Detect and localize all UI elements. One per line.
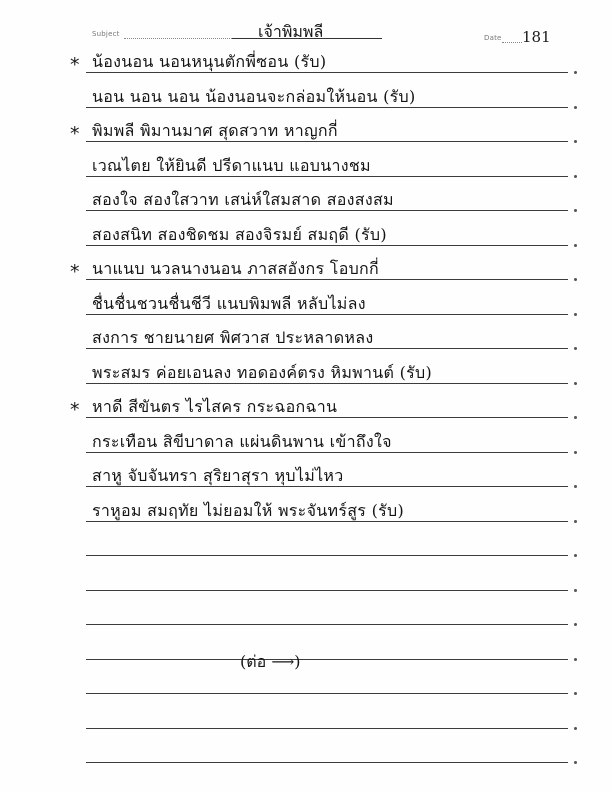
margin-dot bbox=[574, 313, 577, 316]
ruled-line bbox=[86, 659, 568, 660]
ruled-line bbox=[86, 417, 568, 418]
margin-dot bbox=[574, 451, 577, 454]
margin-dot bbox=[574, 244, 577, 247]
lyric-line: สาหู จับจันทรา สุริยาสุรา หุบไม่ไหว bbox=[92, 466, 344, 485]
ruled-line bbox=[86, 210, 568, 211]
ruled-line bbox=[86, 728, 568, 729]
ruled-line bbox=[86, 314, 568, 315]
lyric-line: พระสมร ค่อยเอนลง ทอดองค์ตรง หิมพานต์ (รับ) bbox=[92, 363, 433, 382]
lyric-line: ชื่นชื่นชวนชื่นชีวี แนบพิมพลี หลับไม่ลง bbox=[92, 294, 366, 313]
lyric-line: พิมพลี พิมานมาศ สุดสวาท หาญกกี่ bbox=[92, 121, 338, 140]
ruled-line bbox=[86, 348, 568, 349]
verse-star-marker: * bbox=[70, 123, 80, 145]
margin-dot bbox=[574, 658, 577, 661]
margin-dot bbox=[574, 520, 577, 523]
margin-dot bbox=[574, 692, 577, 695]
lyric-line: นอน นอน นอน น้องนอนจะกล่อมให้นอน (รับ) bbox=[92, 87, 416, 106]
lyric-line: น้องนอน นอนหนุนตักพี่ซอน (รับ) bbox=[92, 52, 327, 71]
subject-line bbox=[124, 38, 234, 39]
ruled-line bbox=[86, 590, 568, 591]
margin-dot bbox=[574, 175, 577, 178]
ruled-line bbox=[86, 245, 568, 246]
margin-dot bbox=[574, 106, 577, 109]
verse-star-marker: * bbox=[70, 54, 80, 76]
margin-dot bbox=[574, 278, 577, 281]
lyric-line: นาแนบ นวลนางนอน ภาสสอังกร โอบกกี่ bbox=[92, 259, 380, 278]
margin-dot bbox=[574, 416, 577, 419]
lyric-line: เวณไตย ให้ยินดี ปรีดาแนบ แอบนางชม bbox=[92, 156, 371, 175]
ruled-line bbox=[86, 486, 568, 487]
margin-dot bbox=[574, 623, 577, 626]
margin-dot bbox=[574, 761, 577, 764]
subject-label: Subject bbox=[92, 30, 120, 38]
date-label: Date bbox=[484, 34, 502, 42]
lyric-line: สงการ ชายนายศ พิศวาส ประหลาดหลง bbox=[92, 328, 374, 347]
margin-dot bbox=[574, 209, 577, 212]
margin-dot bbox=[574, 140, 577, 143]
lyric-line: ราหูอม สมฤทัย ไม่ยอมให้ พระจันทร์สูร (รับ) bbox=[92, 501, 405, 520]
page-number: 181 bbox=[522, 28, 551, 46]
margin-dot bbox=[574, 347, 577, 350]
title-underline bbox=[232, 38, 382, 39]
continued-note: (ต่อ ⟶) bbox=[240, 652, 301, 671]
ruled-line bbox=[86, 452, 568, 453]
margin-dot bbox=[574, 382, 577, 385]
ruled-line bbox=[86, 176, 568, 177]
ruled-line bbox=[86, 693, 568, 694]
lyric-line: สองสนิท สองชิดชม สองจิรมย์ สมฤดี (รับ) bbox=[92, 225, 387, 244]
verse-star-marker: * bbox=[70, 399, 80, 421]
ruled-line bbox=[86, 624, 568, 625]
margin-dot bbox=[574, 589, 577, 592]
margin-dot bbox=[574, 727, 577, 730]
margin-dot bbox=[574, 485, 577, 488]
ruled-line bbox=[86, 107, 568, 108]
lyric-line: กระเทือน สิขีบาดาล แผ่นดินพาน เข้าถึงใจ bbox=[92, 432, 392, 451]
verse-star-marker: * bbox=[70, 261, 80, 283]
ruled-line bbox=[86, 72, 568, 73]
lyric-line: สองใจ สองใสวาท เสน่ห์ใสมสาด สองสงสม bbox=[92, 190, 394, 209]
margin-dot bbox=[574, 71, 577, 74]
ruled-line bbox=[86, 141, 568, 142]
ruled-line bbox=[86, 555, 568, 556]
lyric-line: หาดี สีขันตร ไรไสคร กระฉอกฉาน bbox=[92, 397, 338, 416]
date-line bbox=[502, 42, 522, 43]
ruled-line bbox=[86, 279, 568, 280]
ruled-line bbox=[86, 521, 568, 522]
ruled-line bbox=[86, 383, 568, 384]
ruled-line bbox=[86, 762, 568, 763]
page-title: เจ้าพิมพลี bbox=[258, 22, 324, 41]
margin-dot bbox=[574, 554, 577, 557]
